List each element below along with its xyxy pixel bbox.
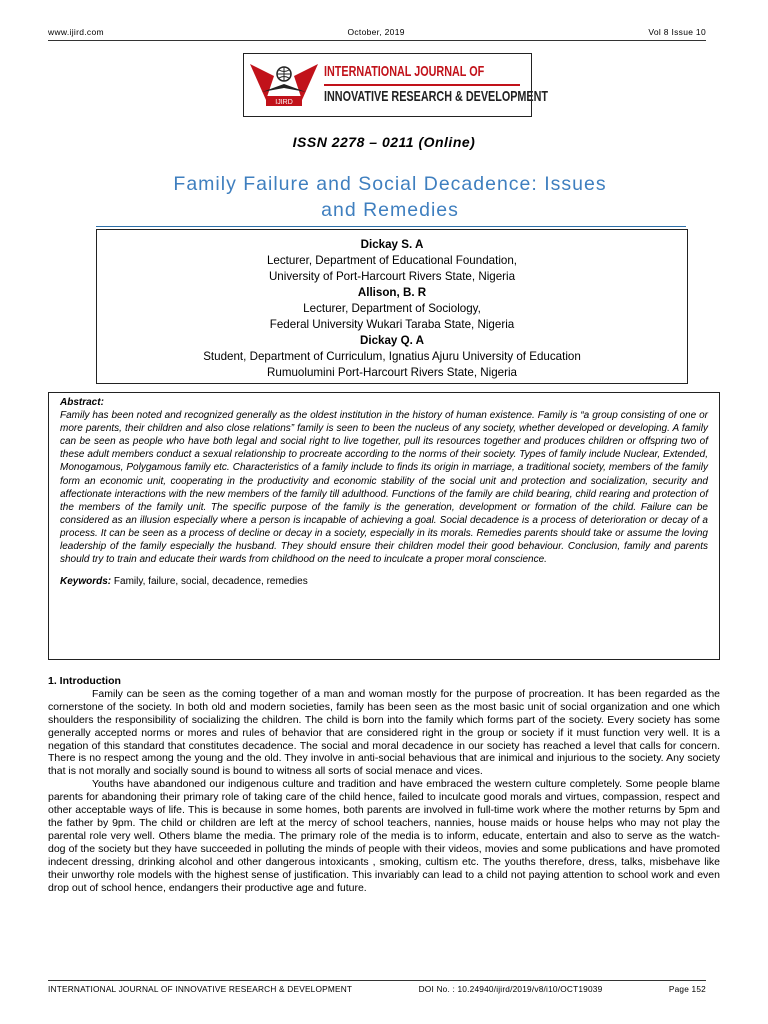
keywords-list: Family, failure, social, decadence, remedies	[111, 576, 308, 588]
keywords-label: Keywords:	[60, 576, 112, 588]
author-name: Allison, B. R	[357, 286, 427, 299]
abstract-box	[48, 392, 720, 660]
author-affiliation: Lecturer, Department of Sociology,	[303, 302, 481, 315]
svg-text:IJIRD: IJIRD	[275, 99, 293, 106]
author-affiliation: Federal University Wukari Taraba State, Nigeria	[269, 318, 515, 331]
author-block	[96, 229, 688, 384]
section-heading: 1. Introduction	[48, 675, 121, 687]
introduction-section	[48, 675, 720, 894]
volume-issue: Vol 8 Issue 10	[648, 27, 706, 37]
author-name: Dickay S. A	[360, 238, 424, 251]
header-divider	[48, 40, 706, 41]
title-underline	[96, 226, 686, 227]
author-affiliation: Lecturer, Department of Educational Foundation,	[266, 254, 518, 267]
footer-journal-name: INTERNATIONAL JOURNAL OF INNOVATIVE RESEARCH & DEVELOPMENT	[48, 984, 353, 994]
title-line2: and Remedies	[321, 199, 459, 221]
logo-title-line1: INTERNATIONAL JOURNAL OF	[324, 63, 485, 80]
running-footer	[48, 984, 706, 994]
footer-divider	[48, 980, 706, 981]
journal-website: www.ijird.com	[48, 27, 104, 37]
running-header	[48, 27, 706, 37]
logo-title-line2: INNOVATIVE RESEARCH & DEVELOPMENT	[324, 88, 549, 105]
paper-title	[100, 171, 680, 223]
author-name: Dickay Q. A	[359, 334, 424, 347]
page-number: Page 152	[668, 984, 706, 994]
journal-logo	[243, 53, 549, 117]
logo-emblem-icon	[244, 54, 324, 116]
logo-divider	[324, 84, 520, 86]
author-affiliation: University of Port-Harcourt Rivers State, Nigeria	[268, 270, 516, 283]
abstract-text: Family has been noted and recognized generally as the oldest institution in the history of human existence. Family is “a group consisting of one or more parents, their children and also close relations” family is seen to been the nucleus of any society, whether developed or developing. A family can be seen as people who have both legal and social right to live together, pull its resources together and produces children or offspring two of these adult members conduct a sexual relationship to procreate according to the norms of their society. Types of family include Nuclear, Extended, Monogamous, Polygamous family etc. Characteristics of a family include to finds its origin in marriage, a traditional society, members of the family form an economic unit, cooperating in the productivity and economic stability of the social unit and protection and socialization, security and affectionate interactions with the new members of the family till adulthood. Functions of the family are child bearing, child rearing and protection of the members of the family unit. The specific purpose of the family is the generation, development or formation of the child. Failure can be considered as an illusion especially where a person is incapable of achieving a goal. Social decadence is a process of deterioration or decay of a process. It can be seen as a process of decline or decay in a society, especially in its morals. Remedies parents should take or assume the loving leadership of the family especially the husband. They should ensure their children model their good behaviour. Conclusion, family and parents should try to train and educate their wards from childhood on the need to inculcate a proper moral conscience.	[60, 410, 708, 566]
author-affiliation: Rumuolumini Port-Harcourt Rivers State, Nigeria	[267, 366, 517, 379]
paragraph: Youths have abandoned our indigenous culture and tradition and have embraced the western culture completely. Some people blame parents for abandoning their primary role of taking care of the child hence, failed to inculcate good morals and virtues, compassion, respect and other acceptable ways of life. This is because in some homes, both parents are involved in full-time work where the mother returns by 5pm and the father by 9pm. The child or children are left at the mercy of school teachers, nannies, house maids or house helps who may not play the parental role very well. Others blame the media. The primary role of the media is to inform, educate, entertain and also to serve as the watch-dog of the society but they have succeeded in polluting the minds of people with their videos, movies and some publications and have promoted indecent dressing, drinking alcohol and other dangerous intoxicants , smoking, cultism etc. The youths therefore, dress, talks, misbehave like their unworthy role models with the highest sense of justification. This invariably can lead to a child not paying attention to school work and even drop out of school hence, endangers their productive age and future.	[48, 778, 720, 894]
issn: ISSN 2278 – 0211 (Online)	[292, 134, 476, 150]
keywords	[60, 575, 708, 588]
paragraph: Family can be seen as the coming together of a man and woman mostly for the purpose of procreation. It has been regarded as the cornerstone of the society. In both old and modern societies, family has been seen as the most basic unit of social organization and one which shoulders the responsibility of socializing the children. The child is born into the family which forms part of the society. Every society has some generally accepted norms or mores and rules of behavior that are considered right in the group or society if it must function very well. It is a negation of this standard that constitutes decadence. The social and moral decadence in our society has reached a level that calls for concern. There is no respect among the young and the old. They involve in anti-social behavious that are inimical and injurious to the society. Any society that is not morally and socially sound is bound to witness all sorts of social menace and vices.	[48, 687, 720, 778]
issue-date: October, 2019	[347, 27, 405, 37]
author-affiliation: Student, Department of Curriculum, Ignatius Ajuru University of Education	[203, 350, 581, 363]
title-line1: Family Failure and Social Decadence: Issues	[173, 173, 607, 195]
footer-doi: DOI No. : 10.24940/ijird/2019/v8/i10/OCT19039	[418, 984, 603, 994]
abstract-heading: Abstract:	[60, 397, 104, 408]
